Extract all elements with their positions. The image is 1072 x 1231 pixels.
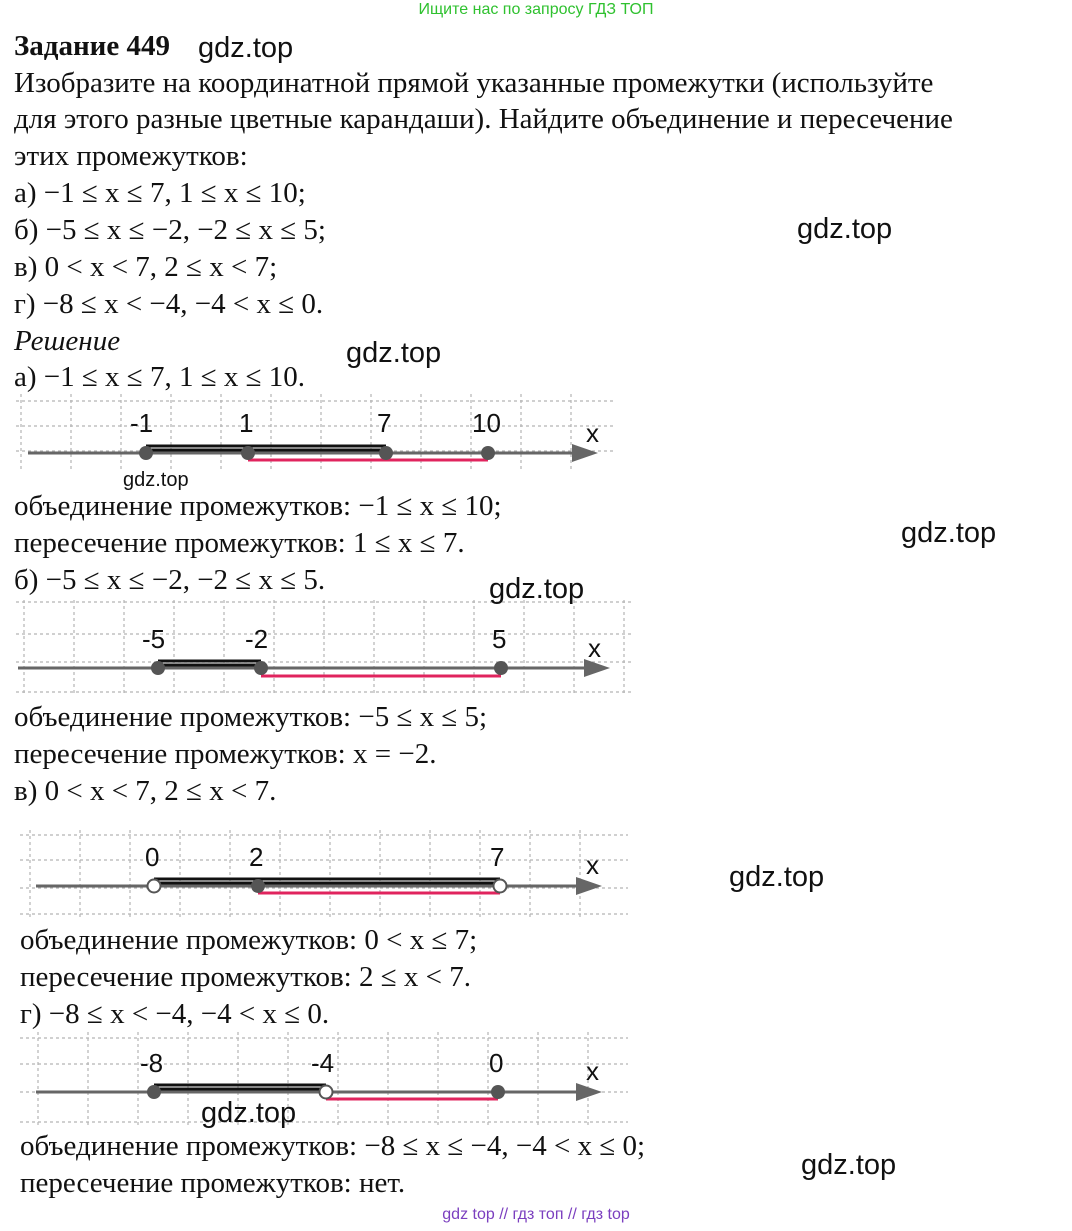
part-a-intersection: пересечение промежутков: 1 ≤ x ≤ 7. — [14, 527, 465, 559]
tick-g-minus8: -8 — [140, 1048, 164, 1078]
point-b-minus5 — [151, 661, 165, 675]
watermark-3: gdz.top — [346, 337, 442, 369]
point-a-10 — [481, 446, 495, 460]
point-a-7 — [379, 446, 393, 460]
point-v-0-open — [148, 880, 161, 893]
task-title: Задание 449 — [14, 30, 171, 62]
tick-v-7: 7 — [490, 842, 505, 872]
part-b-intersection: пересечение промежутков: x = −2. — [14, 738, 437, 770]
watermark-7: gdz.top — [729, 861, 825, 893]
tick-g-0: 0 — [489, 1048, 504, 1078]
tick-v-0: 0 — [145, 842, 160, 872]
solution-label: Решение — [14, 325, 121, 357]
number-line-v — [20, 830, 632, 922]
tick-v-2: 2 — [249, 842, 264, 872]
axis-label-b: x — [588, 633, 601, 663]
grid-g — [20, 1032, 628, 1126]
tick-b-minus2: -2 — [245, 624, 269, 654]
point-v-2 — [251, 879, 265, 893]
axis-label-g: x — [586, 1056, 599, 1086]
watermark-2: gdz.top — [797, 213, 893, 245]
task-item-g: г) −8 ≤ x < −4, −4 < x ≤ 0. — [14, 288, 324, 320]
tick-a-minus1: -1 — [130, 408, 154, 438]
grid-a — [16, 394, 616, 469]
tick-b-5: 5 — [492, 624, 507, 654]
task-line-3: этих промежутков: — [14, 140, 248, 172]
part-g-heading: г) −8 ≤ x < −4, −4 < x ≤ 0. — [20, 998, 330, 1030]
point-g-0 — [491, 1085, 505, 1099]
task-item-v: в) 0 < x < 7, 2 ≤ x < 7; — [14, 251, 278, 283]
watermark-5: gdz.top — [901, 517, 997, 549]
point-g-minus4-open — [320, 1086, 333, 1099]
part-g-intersection: пересечение промежутков: нет. — [20, 1167, 406, 1199]
point-g-minus8 — [147, 1085, 161, 1099]
bottom-banner: gdz top // гдз топ // гдз top — [442, 1206, 630, 1223]
tick-a-1: 1 — [239, 408, 254, 438]
tick-a-7: 7 — [377, 408, 392, 438]
watermark-8: gdz.top — [201, 1097, 297, 1129]
part-v-union: объединение промежутков: 0 < x ≤ 7; — [20, 924, 478, 956]
watermark-9: gdz.top — [801, 1149, 897, 1181]
number-line-g — [20, 1032, 632, 1130]
part-a-heading: а) −1 ≤ x ≤ 7, 1 ≤ x ≤ 10. — [14, 361, 306, 393]
watermark-4: gdz.top — [123, 469, 189, 491]
task-item-b: б) −5 ≤ x ≤ −2, −2 ≤ x ≤ 5; — [14, 214, 326, 246]
part-v-heading: в) 0 < x < 7, 2 ≤ x < 7. — [14, 775, 277, 807]
top-banner: Ищите нас по запросу ГДЗ ТОП — [418, 1, 654, 18]
number-line-a — [16, 394, 626, 474]
part-g-union: объединение промежутков: −8 ≤ x ≤ −4, −4 < x ≤ 0; — [20, 1130, 646, 1162]
part-a-union: объединение промежутков: −1 ≤ x ≤ 10; — [14, 490, 502, 522]
task-line-2: для этого разные цветные карандаши). Найдите объединение и пересечение — [14, 103, 953, 135]
grid-v — [20, 830, 628, 918]
axis-label-v: x — [586, 850, 599, 880]
point-b-5 — [494, 661, 508, 675]
number-line-b — [16, 600, 638, 700]
point-a-1 — [241, 446, 255, 460]
watermark-1: gdz.top — [198, 32, 294, 64]
task-line-1: Изобразите на координатной прямой указанные промежутки (используйте — [14, 67, 934, 99]
point-b-minus2 — [254, 661, 268, 675]
task-item-a: а) −1 ≤ x ≤ 7, 1 ≤ x ≤ 10; — [14, 177, 306, 209]
tick-g-minus4: -4 — [311, 1048, 335, 1078]
tick-a-10: 10 — [472, 408, 501, 438]
grid-b — [16, 600, 634, 696]
watermark-6: gdz.top — [489, 573, 585, 605]
point-a-minus1 — [139, 446, 153, 460]
tick-b-minus5: -5 — [142, 624, 166, 654]
part-v-intersection: пересечение промежутков: 2 ≤ x < 7. — [20, 961, 472, 993]
point-v-7-open — [494, 880, 507, 893]
part-b-heading: б) −5 ≤ x ≤ −2, −2 ≤ x ≤ 5. — [14, 564, 326, 596]
part-b-union: объединение промежутков: −5 ≤ x ≤ 5; — [14, 701, 488, 733]
axis-label-a: x — [586, 418, 599, 448]
